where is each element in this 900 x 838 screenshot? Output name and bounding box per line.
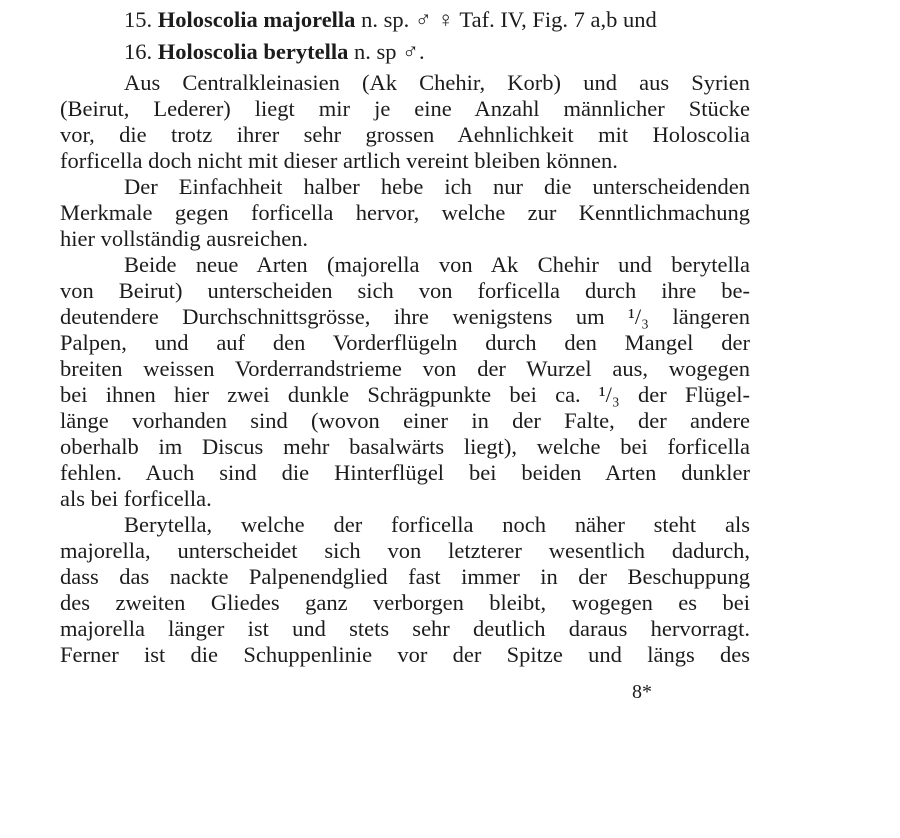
text-line: dass das nackte Palpenendglied fast immer in der Beschuppung xyxy=(60,564,750,589)
text-line: Der Einfachheit halber hebe ich nur die unterscheidenden xyxy=(124,174,750,199)
text-line: als bei forficella. xyxy=(60,486,212,511)
text-line: forficella doch nicht mit dieser artlich vereint bleiben können. xyxy=(60,148,618,173)
text-line: fehlen. Auch sind die Hinterflügel bei beiden Arten dunkler xyxy=(60,460,750,485)
text-line: hier vollständig ausreichen. xyxy=(60,226,309,251)
text-line: von Beirut) unterscheiden sich von forficella durch ihre be- xyxy=(60,278,750,303)
text-line: Beide neue Arten (majorella von Ak Chehir und berytella xyxy=(124,252,750,277)
text-line: deutendere Durchschnittsgrösse, ihre wenigstens um ¹/₃ längeren xyxy=(60,304,750,329)
text-line: Merkmale gegen forficella hervor, welche zur Kenntlichmachung xyxy=(60,200,750,225)
species-heading-rest: n. sp. ♂ ♀ Taf. IV, Fig. 7 a,b und xyxy=(355,7,657,32)
species-name: Holoscolia berytella xyxy=(157,39,349,64)
species-heading-16 xyxy=(60,38,750,66)
text-line: majorella länger ist und stets sehr deutlich daraus hervorragt. xyxy=(60,616,750,641)
species-heading-rest: n. sp ♂. xyxy=(348,39,425,64)
text-line: bei ihnen hier zwei dunkle Schrägpunkte bei ca. ¹/₃ der Flügel- xyxy=(60,382,750,407)
text-line: (Beirut, Lederer) liegt mir je eine Anzahl männlicher Stücke xyxy=(60,96,750,121)
text-line: des zweiten Gliedes ganz verborgen bleibt, wogegen es bei xyxy=(60,590,750,615)
text-line: Ferner ist die Schuppenlinie vor der Spitze und längs des xyxy=(60,642,750,667)
document-page xyxy=(60,6,750,668)
species-heading-15 xyxy=(60,6,750,34)
text-line: Berytella, welche der forficella noch näher steht als xyxy=(124,512,750,537)
species-number: 16. xyxy=(124,39,153,64)
text-line: majorella, unterscheidet sich von letzterer wesentlich dadurch, xyxy=(60,538,750,563)
species-number: 15. xyxy=(124,7,153,32)
text-line: Aus Centralkleinasien (Ak Chehir, Korb) und aus Syrien xyxy=(124,70,750,95)
page-number: 8* xyxy=(632,681,652,703)
species-name: Holoscolia majorella xyxy=(157,7,356,32)
text-line: Palpen, und auf den Vorderflügeln durch den Mangel der xyxy=(60,330,750,355)
text-line: breiten weissen Vorderrandstrieme von der Wurzel aus, wogegen xyxy=(60,356,750,381)
text-line: oberhalb im Discus mehr basalwärts liegt), welche bei forficella xyxy=(60,434,750,459)
text-line: vor, die trotz ihrer sehr grossen Aehnlichkeit mit Holoscolia xyxy=(60,122,750,147)
text-line: länge vorhanden sind (wovon einer in der Falte, der andere xyxy=(60,408,750,433)
